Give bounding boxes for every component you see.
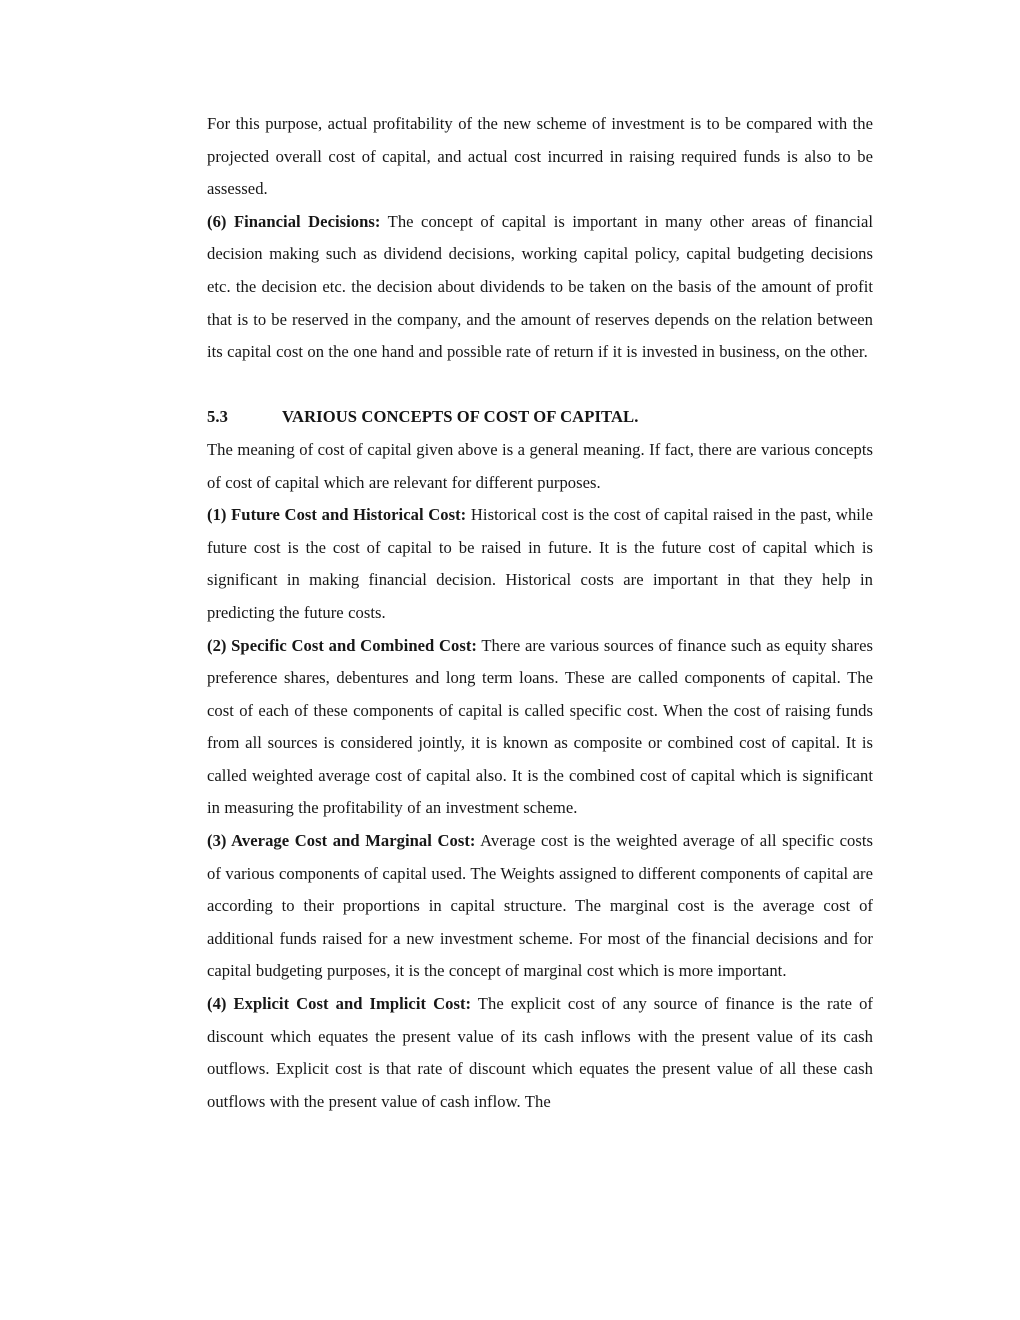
- run-in-heading-financial-decisions: (6) Financial Decisions:: [207, 211, 381, 231]
- section-heading-5-3: [207, 401, 873, 434]
- paragraph-average-marginal-cost: [207, 825, 873, 988]
- paragraph-meaning-of-cost-of-capital: The meaning of cost of capital given above is a general meaning. If fact, there are various concepts of cost of capital which are relevant for different purposes.: [207, 439, 873, 492]
- run-in-heading-average-marginal-cost: (3) Average Cost and Marginal Cost:: [207, 831, 476, 851]
- paragraph-future-historical-cost-body: Historical cost is the cost of capital raised in the past, while future cost is the cost of capital to be raised in future. It is the future cost of capital which is significant in making financial decision. Historical costs are important in that they help in predicting the future costs.: [207, 505, 873, 622]
- paragraph-explicit-implicit-cost: [207, 988, 873, 1118]
- paragraph-explicit-implicit-cost-body: The explicit cost of any source of finance is the rate of discount which equates the present value of its cash inflows with the present value of its cash outflows. Explicit cost is that rate of discount which equates the present value of all these cash outflows with the present value of cash inflow. The: [207, 994, 873, 1111]
- paragraph-specific-combined-cost: [207, 630, 873, 826]
- paragraph-spacer: [207, 369, 873, 402]
- paragraph-intro: For this purpose, actual profitability of the new scheme of investment is to be compared with the projected overall cost of capital, and actual cost incurred in raising required funds is also to be assessed.: [207, 114, 873, 199]
- run-in-heading-specific-combined-cost: (2) Specific Cost and Combined Cost:: [207, 635, 477, 655]
- page-text-column: [207, 108, 873, 1118]
- run-in-heading-future-historical-cost: (1) Future Cost and Historical Cost:: [207, 505, 467, 525]
- paragraph-average-marginal-cost-body: Average cost is the weighted average of all specific costs of various components of capital used. The Weights assigned to different components of capital are according to their proportions in capital structure. The marginal cost is the average cost of additional funds raised for a new investment scheme. For most of the financial decisions and for capital budgeting purposes, it is the concept of marginal cost which is more important.: [207, 831, 873, 981]
- section-number: 5.3: [207, 407, 229, 427]
- paragraph-future-historical-cost: [207, 499, 873, 629]
- section-title: VARIOUS CONCEPTS OF COST OF CAPITAL.: [282, 407, 639, 427]
- run-in-heading-explicit-implicit-cost: (4) Explicit Cost and Implicit Cost:: [207, 994, 472, 1014]
- paragraph-financial-decisions-body: The concept of capital is important in many other areas of financial decision making such as dividend decisions, working capital policy, capital budgeting decisions etc. the decision etc. the decision about dividends to be taken on the basis of the amount of profit that is to be reserved in the company, and the amount of reserves depends on the relation between its capital cost on the one hand and possible rate of return if it is invested in business, on the other.: [207, 211, 873, 362]
- paragraph-financial-decisions: [207, 206, 873, 369]
- paragraph-specific-combined-cost-body: There are various sources of finance such as equity shares preference shares, debentures and long term loans. These are called components of capital. The cost of each of these components of capital is called specific cost. When the cost of raising funds from all sources is considered jointly, it is known as composite or combined cost of capital. It is called weighted average cost of capital also. It is the combined cost of capital which is significant in measuring the profitability of an investment scheme.: [207, 635, 874, 818]
